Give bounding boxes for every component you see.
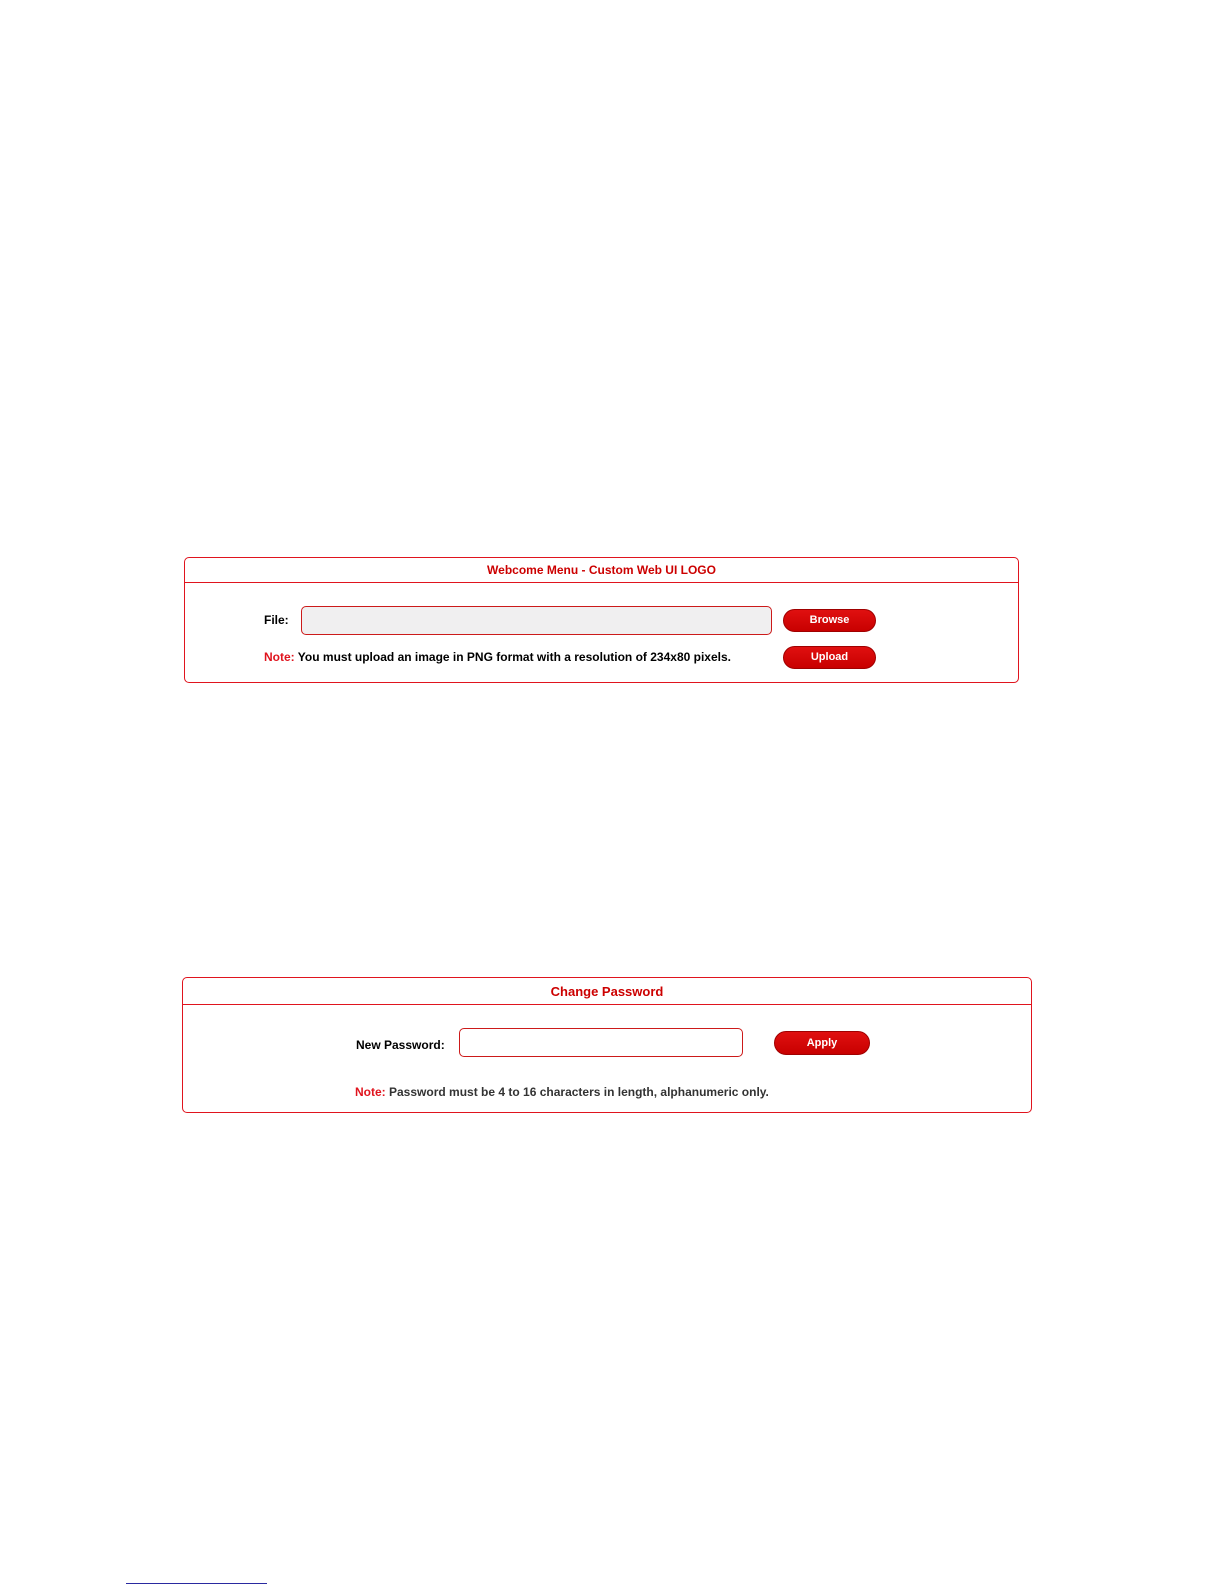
browse-button[interactable]: Browse [783,609,876,632]
new-password-label: New Password: [356,1038,445,1052]
new-password-field[interactable] [459,1028,743,1057]
custom-logo-panel-title: Webcome Menu - Custom Web UI LOGO [185,558,1018,583]
logo-note-text: You must upload an image in PNG format with a resolution of 234x80 pixels. [294,650,731,664]
custom-logo-panel [184,557,1019,683]
logo-upload-note [264,650,731,664]
logo-note-prefix: Note: [264,650,295,664]
footnote-separator [126,1583,267,1584]
password-rules-note [355,1085,769,1099]
change-password-panel [182,977,1032,1113]
change-password-panel-title: Change Password [183,978,1031,1005]
password-note-prefix: Note: [355,1085,386,1099]
password-note-text: Password must be 4 to 16 characters in length, alphanumeric only. [385,1085,769,1099]
upload-button[interactable]: Upload [783,646,876,669]
file-path-field[interactable] [301,606,772,635]
apply-button[interactable]: Apply [774,1031,870,1055]
file-label: File: [264,613,289,627]
